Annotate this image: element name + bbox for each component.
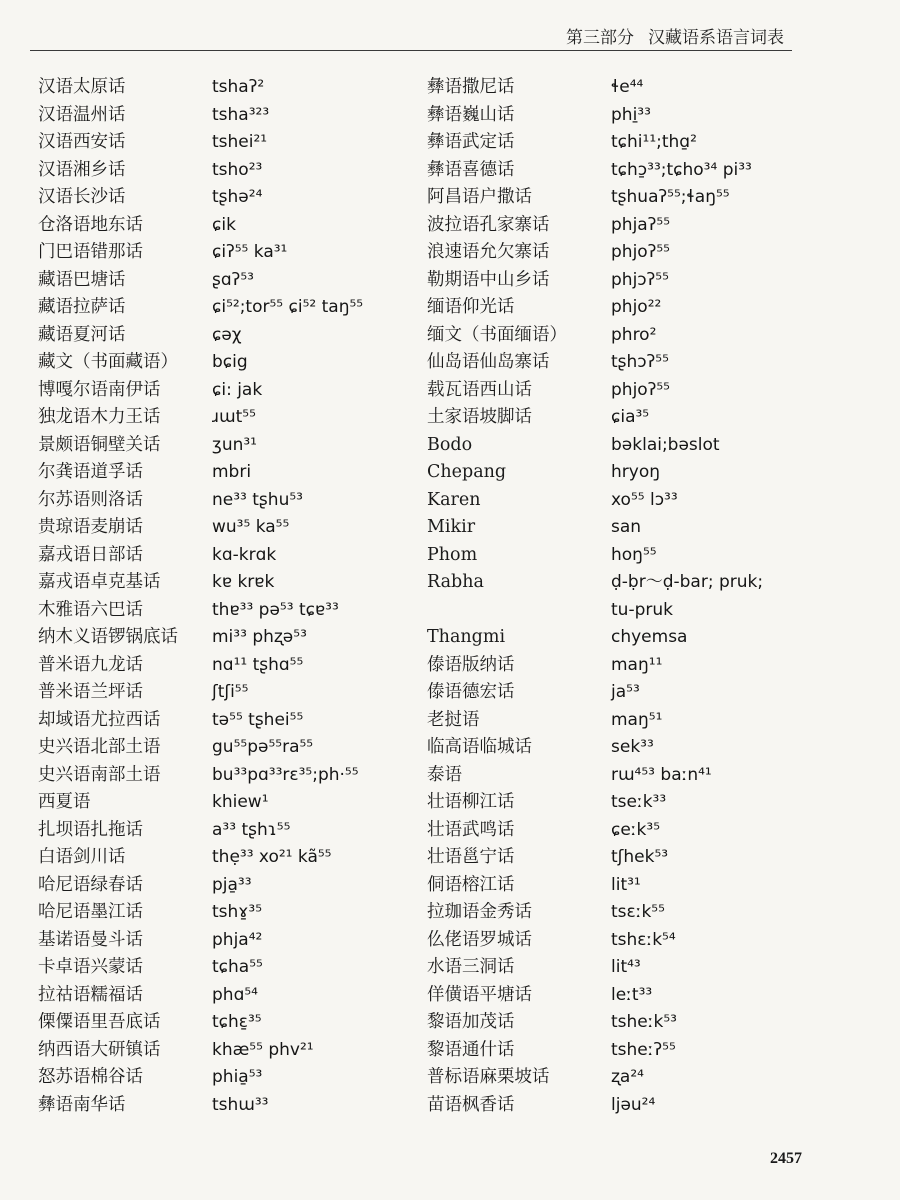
- entry-row: [38, 459, 418, 487]
- word-form: bɕig: [212, 352, 248, 372]
- entry-row: [38, 624, 418, 652]
- entry-row: [38, 102, 418, 130]
- entry-row: [427, 927, 867, 955]
- entry-row: [38, 707, 418, 735]
- entry-row: [38, 954, 418, 982]
- language-name: 普米语兰坪话: [38, 682, 143, 702]
- entry-row: [427, 487, 867, 515]
- entry-row: [427, 652, 867, 680]
- entry-row: [38, 1009, 418, 1037]
- language-name: 傣语版纳话: [427, 654, 515, 675]
- language-name: 汉语温州话: [38, 104, 126, 125]
- language-name: 彝语喜德话: [427, 159, 515, 180]
- language-name: 史兴语北部土语: [38, 737, 161, 757]
- word-form: rɯ⁴⁵³ baːn⁴¹: [611, 764, 712, 785]
- language-name: 怒苏语棉谷话: [38, 1067, 143, 1087]
- word-form: tsho²³: [212, 159, 263, 180]
- word-form: sek³³: [611, 737, 654, 757]
- language-name: 藏语夏河话: [38, 324, 126, 345]
- entry-row: [427, 102, 867, 130]
- word-form: tsheːk⁵³: [611, 1012, 677, 1032]
- word-form: thẹ³³ xo²¹ kã⁵⁵: [212, 847, 332, 867]
- entry-row: [427, 74, 867, 102]
- entry-row: [427, 597, 867, 625]
- word-form: phjoʔ⁵⁵: [611, 242, 670, 262]
- language-name: 缅文（书面缅语）: [427, 324, 567, 345]
- word-form: tə⁵⁵ tʂhei⁵⁵: [212, 709, 304, 730]
- word-form: tshaʔ²: [212, 77, 265, 97]
- language-name: 彝语巍山话: [427, 104, 515, 125]
- language-name: 彝语撒尼话: [427, 77, 515, 97]
- language-name: 水语三洞话: [427, 957, 515, 977]
- language-name: 载瓦语西山话: [427, 379, 532, 400]
- entry-row: [38, 377, 418, 405]
- word-form: tɕhɛ̱³⁵: [212, 1012, 262, 1032]
- language-name: 史兴语南部土语: [38, 764, 161, 785]
- entry-row: [38, 404, 418, 432]
- right-column: [427, 74, 867, 1119]
- word-form: tsheːʔ⁵⁵: [611, 1039, 676, 1060]
- word-form: ɕik: [212, 214, 236, 235]
- word-form: tu-pruk: [611, 599, 673, 620]
- language-name: 彝语武定话: [427, 132, 515, 152]
- language-name: 拉祜语糯福话: [38, 984, 143, 1005]
- language-name: 纳木义语锣锅底话: [38, 627, 178, 647]
- entry-row: [38, 349, 418, 377]
- word-form: thɐ³³ pə⁵³ tɕɐ³³: [212, 599, 339, 620]
- language-name: 勒期语中山乡话: [427, 269, 550, 290]
- language-name: 汉语太原话: [38, 77, 126, 97]
- entry-row: [427, 817, 867, 845]
- language-name: 木雅语六巴话: [38, 599, 143, 620]
- entry-row: [427, 129, 867, 157]
- word-form: tʂhə²⁴: [212, 187, 263, 207]
- entry-row: [38, 569, 418, 597]
- language-name: 傣语德宏话: [427, 682, 515, 702]
- entry-row: [427, 624, 867, 652]
- entry-row: [427, 239, 867, 267]
- language-name: 西夏语: [38, 792, 91, 812]
- entry-row: [427, 432, 867, 460]
- entry-row: [427, 1037, 867, 1065]
- language-name: 佯僙语平塘话: [427, 984, 532, 1005]
- entry-row: [427, 899, 867, 927]
- left-column: [38, 74, 418, 1119]
- entry-row: [427, 542, 867, 570]
- word-form: tshɯ³³: [212, 1094, 269, 1115]
- language-name: 苗语枫香话: [427, 1094, 515, 1115]
- entry-row: [427, 569, 867, 597]
- word-form: phjɔʔ⁵⁵: [611, 269, 669, 290]
- word-form: ja⁵³: [611, 682, 640, 702]
- entry-row: [38, 597, 418, 625]
- word-form: tsɛːk⁵⁵: [611, 902, 665, 922]
- entry-row: [427, 184, 867, 212]
- word-form: tshɛːk⁵⁴: [611, 929, 676, 950]
- word-form: nɑ¹¹ tʂhɑ⁵⁵: [212, 654, 304, 675]
- entry-row: [38, 679, 418, 707]
- header-section-title: 汉藏语系语言词表: [648, 28, 784, 48]
- word-form: tʂhuaʔ⁵⁵;ɬaŋ⁵⁵: [611, 187, 730, 207]
- word-form: tɕhi¹¹;thɑ̱²: [611, 132, 697, 152]
- language-name: 拉珈语金秀话: [427, 902, 532, 922]
- word-form: ʃtʃi⁵⁵: [212, 682, 249, 702]
- word-form: tʂhɔʔ⁵⁵: [611, 352, 669, 372]
- word-form: kɑ-krɑk: [212, 544, 277, 565]
- entry-row: [38, 872, 418, 900]
- language-name: 普标语麻栗坡话: [427, 1067, 550, 1087]
- word-form: lit⁴³: [611, 957, 641, 977]
- entry-row: [38, 652, 418, 680]
- entry-row: [38, 157, 418, 185]
- language-name: 黎语通什话: [427, 1039, 515, 1060]
- entry-row: [427, 1064, 867, 1092]
- page-number: 2457: [770, 1150, 802, 1167]
- word-form: phi̱³³: [611, 104, 651, 125]
- language-name: 嘉戎语卓克基话: [38, 572, 161, 592]
- language-name: 彝语南华话: [38, 1094, 126, 1115]
- word-form: lit³¹: [611, 874, 641, 895]
- entry-row: [38, 899, 418, 927]
- entry-row: [38, 762, 418, 790]
- word-form: bəklai;bəslot: [611, 434, 720, 455]
- entry-row: [38, 1037, 418, 1065]
- word-form: ḍ-ḅr～ḍ-bar; pruk;: [611, 572, 764, 592]
- header-part-label: 第三部分: [566, 28, 634, 48]
- word-form: ne³³ tʂhu⁵³: [212, 489, 303, 510]
- entry-row: [427, 377, 867, 405]
- language-name: 景颇语铜壁关话: [38, 434, 161, 455]
- language-name: 波拉语孔家寨话: [427, 214, 550, 235]
- word-form: phjoʔ⁵⁵: [611, 379, 670, 400]
- entry-row: [38, 927, 418, 955]
- entry-row: [427, 707, 867, 735]
- language-name: 汉语湘乡话: [38, 159, 126, 180]
- word-form: tshɤ̱³⁵: [212, 902, 263, 922]
- word-form: kɐ krɐk: [212, 572, 275, 592]
- entry-row: [38, 817, 418, 845]
- word-form: a³³ tʂhɿ⁵⁵: [212, 819, 291, 840]
- entry-row: [427, 679, 867, 707]
- word-form: ɕi: jak: [212, 379, 263, 400]
- entry-row: [427, 762, 867, 790]
- language-name: 泰语: [427, 764, 462, 785]
- language-name: Phom: [427, 544, 478, 565]
- language-name: 藏语拉萨话: [38, 297, 126, 317]
- language-name: 老挝语: [427, 709, 480, 730]
- entry-row: [427, 789, 867, 817]
- entry-row: [427, 844, 867, 872]
- word-form: chyemsa: [611, 627, 688, 647]
- word-form: ɕi⁵²;tor⁵⁵ ɕi⁵² taŋ⁵⁵: [212, 297, 364, 317]
- word-form: xo⁵⁵ lɔ³³: [611, 489, 678, 510]
- entry-row: [427, 322, 867, 350]
- language-name: 却域语尤拉西话: [38, 709, 161, 730]
- word-form: ɬe⁴⁴: [611, 77, 644, 97]
- language-name: 壮语武鸣话: [427, 819, 515, 840]
- language-name: Rabha: [427, 572, 484, 592]
- entry-row: [427, 404, 867, 432]
- entry-row: [427, 872, 867, 900]
- language-name: 扎坝语扎拖话: [38, 819, 143, 840]
- word-form: maŋ⁵¹: [611, 709, 663, 730]
- entry-row: [38, 542, 418, 570]
- language-name: 侗语榕江话: [427, 874, 515, 895]
- language-name: 哈尼语墨江话: [38, 902, 143, 922]
- language-name: 白语剑川话: [38, 847, 126, 867]
- header-rule: [30, 50, 792, 51]
- language-name: 浪速语允欠寨话: [427, 242, 550, 262]
- word-form: tsha³²³: [212, 104, 270, 125]
- language-name: 缅语仰光话: [427, 297, 515, 317]
- running-header: [566, 27, 784, 49]
- word-form: tɕha⁵⁵: [212, 957, 263, 977]
- language-name: Karen: [427, 489, 481, 510]
- language-name: 哈尼语绿春话: [38, 874, 143, 895]
- word-form: hryoŋ: [611, 462, 660, 482]
- word-form: ɹɯt⁵⁵: [212, 407, 256, 427]
- language-name: 门巴语错那话: [38, 242, 143, 262]
- language-name: 壮语柳江话: [427, 792, 515, 812]
- language-name: 仓洛语地东话: [38, 214, 143, 235]
- entry-row: [38, 74, 418, 102]
- language-name: 壮语邕宁话: [427, 847, 515, 867]
- entry-row: [427, 734, 867, 762]
- word-form: tshei²¹: [212, 132, 268, 152]
- entry-row: [427, 349, 867, 377]
- language-name: Mikir: [427, 517, 476, 537]
- language-name: 阿昌语户撒话: [427, 187, 532, 207]
- word-form: ʒun³¹: [212, 434, 257, 455]
- word-form: phjo²²: [611, 297, 662, 317]
- language-name: 仫佬语罗城话: [427, 929, 532, 950]
- word-form: mi³³ phʐə⁵³: [212, 627, 307, 647]
- word-form: hoŋ⁵⁵: [611, 544, 657, 565]
- language-name: 基诺语曼斗话: [38, 929, 143, 950]
- language-name: 普米语九龙话: [38, 654, 143, 675]
- entry-row: [38, 1092, 418, 1120]
- entry-row: [38, 734, 418, 762]
- entry-row: [38, 322, 418, 350]
- entry-row: [38, 432, 418, 460]
- entry-row: [38, 514, 418, 542]
- language-name: 仙岛语仙岛寨话: [427, 352, 550, 372]
- word-form: tʃhek⁵³: [611, 847, 669, 867]
- word-form: phro²: [611, 324, 657, 345]
- language-name: 汉语西安话: [38, 132, 126, 152]
- entry-row: [427, 294, 867, 322]
- entry-row: [38, 789, 418, 817]
- entry-row: [38, 294, 418, 322]
- word-form: phjaʔ⁵⁵: [611, 214, 671, 235]
- word-form: phja⁴²: [212, 929, 263, 950]
- entry-row: [38, 487, 418, 515]
- word-form: khiew¹: [212, 792, 269, 812]
- word-form: khæ⁵⁵ phv²¹: [212, 1039, 314, 1060]
- word-form: ʂɑʔ⁵³: [212, 269, 254, 290]
- language-name: 博嘎尔语南伊话: [38, 379, 161, 400]
- language-name: Bodo: [427, 434, 473, 455]
- language-name: 藏语巴塘话: [38, 269, 126, 290]
- word-form: gu⁵⁵pə⁵⁵ra⁵⁵: [212, 737, 314, 757]
- entry-row: [38, 129, 418, 157]
- language-name: 临高语临城话: [427, 737, 532, 757]
- entry-row: [427, 157, 867, 185]
- entry-row: [38, 844, 418, 872]
- language-name: 纳西语大研镇话: [38, 1039, 161, 1060]
- language-name: 尔苏语则洛话: [38, 489, 143, 510]
- language-name: 黎语加茂话: [427, 1012, 515, 1032]
- entry-row: [38, 239, 418, 267]
- word-form: tseːk³³: [611, 792, 667, 812]
- word-form: ɕiʔ⁵⁵ ka³¹: [212, 242, 288, 262]
- word-form: mbri: [212, 462, 252, 482]
- word-form: phia̱⁵³: [212, 1067, 263, 1087]
- entry-row: [427, 954, 867, 982]
- entry-row: [38, 184, 418, 212]
- entry-row: [38, 267, 418, 295]
- entry-row: [38, 212, 418, 240]
- word-form: leːt³³: [611, 984, 653, 1005]
- word-form: ʐa²⁴: [611, 1067, 644, 1087]
- entry-row: [427, 212, 867, 240]
- entry-row: [427, 1009, 867, 1037]
- language-name: Thangmi: [427, 627, 506, 647]
- word-form: pja̱³³: [212, 874, 252, 895]
- language-name: 嘉戎语日部话: [38, 544, 143, 565]
- word-form: maŋ¹¹: [611, 654, 663, 675]
- language-name: 汉语长沙话: [38, 187, 126, 207]
- language-name: 傈僳语里吾底话: [38, 1012, 161, 1032]
- entry-row: [38, 1064, 418, 1092]
- word-form: wu³⁵ ka⁵⁵: [212, 517, 290, 537]
- entry-row: [427, 459, 867, 487]
- word-form: ljəu²⁴: [611, 1094, 656, 1115]
- word-form: ɕia³⁵: [611, 407, 650, 427]
- word-form: bu³³pɑ³³rɛ³⁵;ph·⁵⁵: [212, 764, 359, 785]
- language-name: 藏文（书面藏语）: [38, 352, 178, 372]
- word-form: san: [611, 517, 642, 537]
- word-form: ɕeːk³⁵: [611, 819, 661, 840]
- language-name: 独龙语木力王话: [38, 407, 161, 427]
- language-name: Chepang: [427, 462, 507, 482]
- entry-row: [38, 982, 418, 1010]
- language-name: 土家语坡脚话: [427, 407, 532, 427]
- word-form: tɕhɔ̱³³;tɕho³⁴ pi³³: [611, 159, 752, 180]
- word-form: ɕəχ: [212, 324, 242, 345]
- entry-row: [427, 982, 867, 1010]
- entry-row: [427, 267, 867, 295]
- language-name: 尔龚语道孚话: [38, 462, 143, 482]
- language-name: 卡卓语兴蒙话: [38, 957, 143, 977]
- language-name: 贵琼语麦崩话: [38, 517, 143, 537]
- entry-row: [427, 514, 867, 542]
- entry-row: [427, 1092, 867, 1120]
- word-form: phɑ⁵⁴: [212, 984, 258, 1005]
